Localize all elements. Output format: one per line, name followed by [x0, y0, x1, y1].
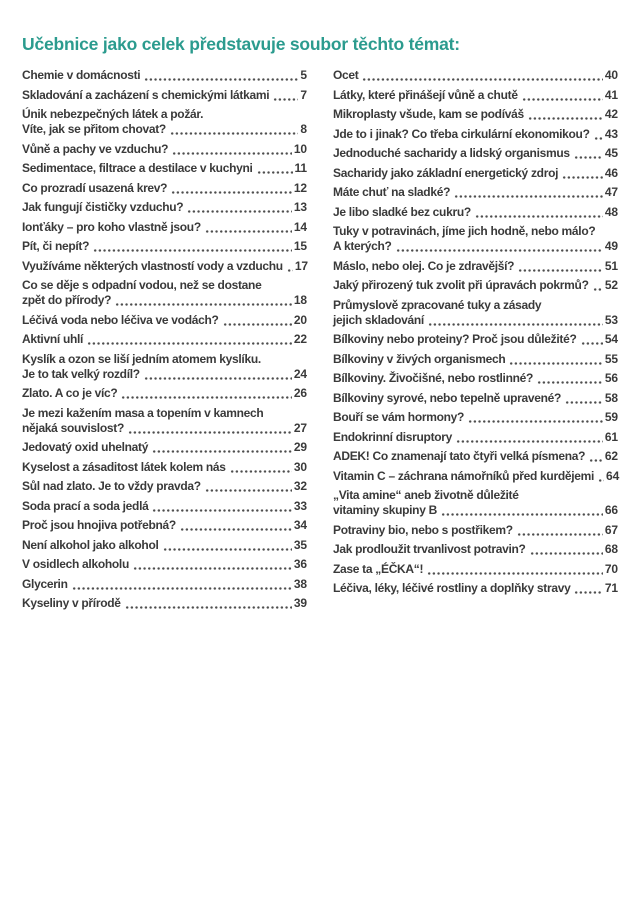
toc-entry-title: Léčiva, léky, léčivé rostliny a doplňky stravy — [333, 581, 571, 595]
toc-entry-title: Ocet — [333, 68, 359, 82]
toc-entry — [22, 88, 307, 103]
toc-entry-line — [22, 122, 307, 137]
toc-entry-page-number: 41 — [604, 87, 618, 102]
dot-leader — [441, 506, 603, 517]
toc-entry — [333, 68, 618, 83]
toc-column-right — [333, 68, 618, 601]
toc-entry-line — [333, 542, 618, 557]
dot-leader — [518, 262, 603, 273]
toc-entry — [333, 523, 618, 538]
toc-entry-title: ADEK! Co znamenají tato čtyři velká písmena? — [333, 449, 586, 463]
toc-entry-page-number: 35 — [293, 537, 307, 552]
toc-entry — [22, 332, 307, 347]
toc-entry-title-line1: Kyslík a ozon se liší jedním atomem kyslíku. — [22, 351, 261, 366]
dot-leader — [528, 110, 603, 121]
toc-entry-line — [22, 88, 307, 103]
dot-leader — [396, 242, 603, 253]
toc-entry-page-number: 66 — [604, 503, 618, 517]
toc-entry-page-number: 8 — [300, 122, 307, 136]
toc-entry-title: Glycerin — [22, 576, 68, 591]
toc-entry — [333, 298, 618, 328]
dot-leader — [152, 443, 292, 454]
toc-entry — [333, 127, 618, 142]
toc-entry — [22, 440, 307, 455]
toc-entry-line — [333, 562, 618, 577]
toc-entry — [333, 410, 618, 425]
toc-entry — [22, 68, 307, 83]
toc-entry-line — [333, 259, 618, 274]
toc-entry-line — [22, 239, 307, 254]
toc-entry-page-number: 24 — [293, 366, 307, 381]
toc-entry-title: nějaká souvislost? — [22, 420, 124, 435]
dot-leader — [530, 545, 603, 556]
dot-leader — [509, 355, 602, 366]
toc-entry-line — [333, 127, 618, 142]
dot-leader — [230, 463, 292, 474]
toc-entry-page-number: 36 — [293, 557, 307, 571]
toc-entry-line — [22, 259, 307, 274]
dot-leader — [475, 208, 603, 219]
toc-entry-line — [22, 518, 307, 533]
toc-entry-page-number: 47 — [604, 185, 618, 199]
toc-entry-page-number: 40 — [604, 68, 618, 82]
toc-entry — [22, 313, 307, 328]
toc-entry-title: Zase ta „ÉČKA“! — [333, 561, 424, 576]
toc-entry-title: Jak fungují čističky vzduchu? — [22, 200, 184, 214]
toc-entry-title: jejich skladování — [333, 312, 424, 327]
toc-entry-title: Chemie v domácnosti — [22, 68, 141, 82]
dot-leader — [257, 164, 293, 175]
toc-entry — [22, 239, 307, 254]
toc-entry-line — [22, 386, 307, 401]
toc-entry-line — [22, 479, 307, 494]
toc-entry — [22, 161, 307, 176]
toc-entry-title: Sacharidy jako základní energetický zdroj — [333, 165, 559, 180]
toc-entry-title: Pít, či nepít? — [22, 239, 90, 253]
dot-leader — [115, 296, 292, 307]
toc-entry-title: Není alkohol jako alkohol — [22, 537, 159, 552]
toc-entry-title-line1: Průmyslově zpracované tuky a zásady — [333, 297, 542, 312]
toc-entry-title: Mikroplasty všude, kam se podíváš — [333, 107, 524, 121]
toc-entry-line — [333, 146, 618, 161]
toc-entry — [22, 181, 307, 196]
toc-columns — [22, 68, 618, 616]
toc-entry-page-number: 39 — [293, 596, 307, 610]
dot-leader — [574, 149, 603, 160]
toc-entry — [333, 371, 618, 386]
toc-entry-title: Látky, které přinášejí vůně a chutě — [333, 87, 518, 102]
dot-leader — [537, 374, 603, 385]
toc-entry-page-number: 26 — [293, 386, 307, 400]
toc-entry-title: Proč jsou hnojiva potřebná? — [22, 518, 176, 532]
toc-entry-page-number: 29 — [293, 440, 307, 454]
toc-entry-page-number: 53 — [604, 312, 618, 327]
toc-entry-title: Jaký přirozený tuk zvolit při úpravách pokrmů? — [333, 278, 589, 292]
dot-leader — [581, 335, 603, 346]
toc-entry — [333, 107, 618, 122]
toc-entry-title: Co prozradí usazená krev? — [22, 180, 168, 195]
dot-leader — [144, 370, 292, 381]
toc-entry-title: zpět do přírody? — [22, 293, 112, 307]
dot-leader — [589, 452, 603, 463]
toc-entry-line — [22, 596, 307, 611]
dot-leader — [562, 169, 603, 180]
toc-entry-page-number: 42 — [604, 107, 618, 121]
dot-leader — [128, 424, 292, 435]
toc-entry-line — [22, 577, 307, 592]
toc-entry-page-number: 61 — [604, 429, 618, 444]
toc-entry-page-number: 11 — [294, 161, 307, 175]
toc-entry — [22, 386, 307, 401]
toc-entry-page-number: 62 — [604, 449, 618, 463]
toc-entry — [333, 449, 618, 464]
toc-entry-page-number: 43 — [604, 126, 618, 141]
toc-entry — [22, 107, 307, 137]
toc-entry — [22, 538, 307, 553]
toc-entry-title: A kterých? — [333, 239, 392, 253]
toc-entry-page-number: 51 — [604, 258, 618, 273]
toc-entry-page-number: 54 — [604, 332, 618, 346]
toc-entry — [22, 557, 307, 572]
toc-entry — [333, 332, 618, 347]
toc-entry-title: Víte, jak se přitom chovat? — [22, 122, 166, 136]
toc-entry-line — [333, 581, 618, 596]
toc-entry — [333, 224, 618, 254]
toc-entry — [333, 581, 618, 596]
toc-entry-page-number: 5 — [300, 68, 307, 82]
toc-entry-line — [22, 332, 307, 347]
toc-entry-page-number: 38 — [293, 576, 307, 591]
toc-entry-title: Sůl nad zlato. Je to vždy pravda? — [22, 479, 201, 493]
toc-entry-page-number: 15 — [293, 239, 307, 253]
dot-leader — [593, 281, 603, 292]
toc-entry-page-number: 68 — [604, 542, 618, 556]
toc-entry-page-number: 14 — [293, 219, 307, 234]
toc-entry — [22, 142, 307, 157]
toc-entry — [22, 278, 307, 308]
toc-entry-title: Potraviny bio, nebo s postřikem? — [333, 522, 513, 537]
toc-entry-title: Jednoduché sacharidy a lidský organismus — [333, 146, 570, 160]
dot-leader — [93, 242, 292, 253]
toc-entry — [333, 488, 618, 518]
dot-leader — [163, 541, 292, 552]
toc-entry-line — [333, 107, 618, 122]
toc-entry-line — [22, 220, 307, 235]
dot-leader — [144, 71, 298, 82]
toc-entry-title: Bouří se vám hormony? — [333, 410, 465, 424]
toc-entry-line — [333, 88, 618, 103]
toc-entry — [333, 88, 618, 103]
page-title: Učebnice jako celek představuje soubor těchto témat: — [22, 34, 460, 54]
toc-entry-line — [22, 181, 307, 196]
toc-entry — [22, 220, 307, 235]
toc-entry-line — [22, 313, 307, 328]
toc-entry-page-number: 22 — [293, 332, 307, 346]
toc-entry-title: Soda prací a soda jedlá — [22, 498, 149, 513]
toc-entry-title: Kyselost a zásaditost látek kolem nás — [22, 459, 226, 474]
dot-leader — [205, 482, 292, 493]
dot-leader — [517, 526, 603, 537]
toc-entry-line — [22, 367, 307, 382]
toc-entry-line — [22, 200, 307, 215]
toc-entry-line — [333, 239, 618, 254]
toc-entry-title: Endokrinní disruptory — [333, 429, 453, 444]
toc-entry — [22, 259, 307, 274]
dot-leader — [522, 91, 603, 102]
toc-entry-page-number: 33 — [293, 498, 307, 513]
toc-entry — [333, 469, 618, 484]
dot-leader — [180, 521, 292, 532]
dot-leader — [152, 502, 291, 513]
toc-entry — [333, 166, 618, 181]
dot-leader — [427, 565, 603, 576]
toc-entry-title: Vitamin C – záchrana námořníků před kurdějemi — [333, 468, 595, 483]
dot-leader — [170, 125, 298, 136]
toc-entry-line — [333, 503, 618, 518]
toc-entry — [333, 542, 618, 557]
dot-leader — [594, 130, 603, 141]
toc-entry-title: Bílkoviny syrové, nebo tepelně upravené? — [333, 390, 562, 405]
toc-entry-title: Skladování a zacházení s chemickými látkami — [22, 87, 270, 102]
toc-entry-title-line1: Co se děje s odpadní vodou, než se dostane — [22, 278, 262, 292]
toc-entry-page-number: 17 — [294, 258, 308, 273]
toc-entry-page-number: 27 — [293, 420, 307, 435]
toc-entry-title: Aktivní uhlí — [22, 332, 84, 346]
toc-entry-page-number: 30 — [293, 459, 307, 474]
toc-entry-line — [22, 161, 307, 176]
toc-entry-page-number: 45 — [604, 146, 618, 160]
toc-entry-page-number: 34 — [293, 518, 307, 532]
toc-entry-page-number: 32 — [293, 479, 307, 493]
dot-leader — [362, 71, 602, 82]
toc-entry-title: Vůně a pachy ve vzduchu? — [22, 141, 169, 156]
dot-leader — [125, 599, 292, 610]
dot-leader — [171, 184, 292, 195]
toc-entry-line — [333, 313, 618, 328]
toc-entry-line — [22, 557, 307, 572]
toc-entry-page-number: 20 — [293, 312, 307, 327]
toc-entry-line — [333, 449, 618, 464]
toc-entry — [333, 259, 618, 274]
toc-entry-title: Je to tak velký rozdíl? — [22, 366, 140, 381]
toc-entry — [22, 460, 307, 475]
toc-entry-line — [22, 460, 307, 475]
dot-leader — [598, 472, 604, 483]
toc-entry-title: V osidlech alkoholu — [22, 557, 129, 571]
toc-entry-line — [22, 440, 307, 455]
toc-entry-title: Bílkoviny. Živočišné, nebo rostlinné? — [333, 371, 534, 385]
toc-entry-line — [333, 469, 618, 484]
dot-leader — [454, 188, 603, 199]
toc-entry — [333, 278, 618, 293]
toc-entry-line — [22, 68, 307, 83]
toc-entry-title: Kyseliny v přírodě — [22, 596, 121, 610]
toc-entry — [22, 406, 307, 436]
toc-entry — [22, 577, 307, 592]
toc-entry-page-number: 59 — [604, 410, 618, 424]
toc-entry — [333, 562, 618, 577]
toc-entry-line — [333, 523, 618, 538]
toc-entry-line — [22, 499, 307, 514]
toc-entry-line — [22, 293, 307, 308]
dot-leader — [172, 145, 292, 156]
toc-entry-page-number: 67 — [604, 522, 618, 537]
dot-leader — [205, 223, 292, 234]
dot-leader — [187, 203, 292, 214]
toc-entry-page-number: 71 — [604, 581, 618, 595]
toc-entry-page-number: 56 — [604, 371, 618, 385]
toc-entry-title: Sedimentace, filtrace a destilace v kuchyni — [22, 161, 253, 175]
toc-entry-page-number: 7 — [300, 87, 307, 102]
toc-entry-page-number: 13 — [293, 200, 307, 214]
toc-entry-page-number: 58 — [604, 390, 618, 405]
toc-entry-title: Ionťáky – pro koho vlastně jsou? — [22, 219, 201, 234]
toc-entry-title: Zlato. A co je víc? — [22, 386, 118, 400]
toc-entry-page-number: 46 — [604, 165, 618, 180]
dot-leader — [87, 335, 292, 346]
toc-entry-page-number: 12 — [293, 180, 307, 195]
toc-entry-title: Máslo, nebo olej. Co je zdravější? — [333, 258, 515, 273]
toc-column-left — [22, 68, 307, 616]
toc-entry-line — [22, 421, 307, 436]
toc-entry-title: Jak prodloužit trvanlivost potravin? — [333, 542, 526, 556]
toc-entry — [333, 205, 618, 220]
toc-entry-title: Máte chuť na sladké? — [333, 185, 451, 199]
toc-entry-line — [333, 166, 618, 181]
toc-entry-page-number: 10 — [293, 141, 307, 156]
toc-entry-line — [22, 142, 307, 157]
toc-entry-line — [333, 205, 618, 220]
toc-entry-line — [333, 352, 618, 367]
toc-entry-title: Jedovatý oxid uhelnatý — [22, 440, 149, 454]
toc-entry — [22, 200, 307, 215]
toc-entry-title-line1: Únik nebezpečných látek a požár. — [22, 107, 204, 121]
toc-entry-page-number: 52 — [604, 278, 618, 292]
dot-leader — [428, 316, 603, 327]
toc-entry-page-number: 70 — [604, 561, 618, 576]
toc-entry — [22, 596, 307, 611]
toc-entry — [333, 185, 618, 200]
toc-entry-title: Bílkoviny nebo proteiny? Proč jsou důležité? — [333, 332, 577, 346]
toc-entry-line — [333, 278, 618, 293]
toc-entry-line — [333, 410, 618, 425]
dot-leader — [287, 262, 293, 273]
dot-leader — [273, 91, 298, 102]
dot-leader — [468, 413, 603, 424]
toc-entry-line — [333, 430, 618, 445]
toc-entry-line — [22, 538, 307, 553]
dot-leader — [72, 580, 292, 591]
toc-entry-line — [333, 185, 618, 200]
toc-entry-title-line1: „Vita amine“ aneb životně důležité — [333, 488, 519, 502]
toc-entry — [333, 430, 618, 445]
dot-leader — [223, 316, 292, 327]
toc-entry-page-number: 64 — [606, 468, 620, 483]
toc-entry-title-line1: Je mezi kažením masa a topením v kamnech — [22, 405, 264, 420]
toc-entry-page-number: 49 — [604, 239, 618, 253]
toc-entry-page-number: 48 — [604, 204, 618, 219]
toc-entry-title-line1: Tuky v potravinách, jíme jich hodně, nebo málo? — [333, 224, 596, 238]
dot-leader — [121, 389, 291, 400]
toc-entry — [333, 146, 618, 161]
toc-entry — [22, 518, 307, 533]
toc-entry — [22, 352, 307, 382]
toc-entry-line — [333, 371, 618, 386]
toc-entry-title: Léčivá voda nebo léčiva ve vodách? — [22, 312, 219, 327]
dot-leader — [565, 394, 603, 405]
toc-entry — [333, 391, 618, 406]
toc-entry-title: Je libo sladké bez cukru? — [333, 204, 471, 219]
toc-entry-page-number: 18 — [293, 293, 307, 307]
toc-entry — [22, 479, 307, 494]
toc-entry-line — [333, 332, 618, 347]
toc-entry-title: vitaminy skupiny B — [333, 503, 437, 517]
dot-leader — [133, 560, 292, 571]
toc-entry-line — [333, 68, 618, 83]
toc-entry — [22, 499, 307, 514]
toc-entry — [333, 352, 618, 367]
dot-leader — [456, 433, 603, 444]
toc-entry-title: Využíváme některých vlastností vody a vzduchu — [22, 258, 283, 273]
toc-entry-title: Jde to i jinak? Co třeba cirkulární ekonomikou? — [333, 126, 590, 141]
toc-entry-line — [333, 391, 618, 406]
toc-entry-title: Bílkoviny v živých organismech — [333, 351, 506, 366]
toc-entry-page-number: 55 — [604, 351, 618, 366]
dot-leader — [574, 584, 602, 595]
